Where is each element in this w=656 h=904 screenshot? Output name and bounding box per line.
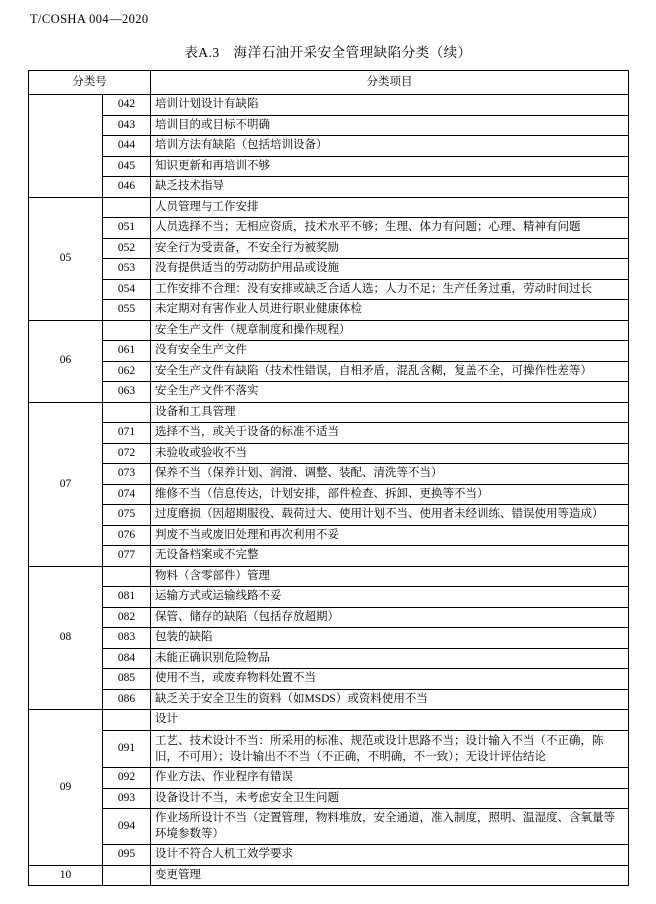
table-row — [29, 464, 629, 485]
item-number-cell — [103, 197, 151, 218]
table-row — [29, 177, 629, 198]
item-text-cell: 人员管理与工作安排 — [151, 197, 629, 218]
item-text-cell: 设计 — [151, 710, 629, 731]
table-body — [29, 95, 629, 886]
item-text-cell: 培训计划设计有缺陷 — [151, 95, 629, 116]
table-row — [29, 628, 629, 649]
table-row — [29, 587, 629, 608]
table-row — [29, 402, 629, 423]
table-row — [29, 95, 629, 116]
item-text-cell: 没有安全生产文件 — [151, 341, 629, 362]
item-number-cell: 091 — [103, 730, 151, 767]
item-text-cell: 过度磨损（因超期服役、载荷过大、使用计划不当、使用者未经训练、错误使用等造成） — [151, 505, 629, 526]
table-head — [29, 71, 629, 95]
item-text-cell: 缺乏关于安全卫生的资料（如MSDS）或资料使用不当 — [151, 689, 629, 710]
item-number-cell: 094 — [103, 809, 151, 845]
column-header-category: 分类号 — [29, 71, 151, 95]
item-number-cell: 053 — [103, 259, 151, 280]
item-number-cell: 042 — [103, 95, 151, 116]
item-number-cell: 054 — [103, 279, 151, 300]
table-row — [29, 156, 629, 177]
item-number-cell: 081 — [103, 587, 151, 608]
table-row — [29, 382, 629, 403]
table-row — [29, 423, 629, 444]
item-number-cell: 044 — [103, 136, 151, 157]
table-row — [29, 484, 629, 505]
table-row — [29, 505, 629, 526]
item-text-cell: 使用不当，或废弃物料处置不当 — [151, 669, 629, 690]
item-text-cell: 人员选择不当；无相应资质，技术水平不够；生理、体力有问题；心理、精神有问题 — [151, 218, 629, 239]
item-number-cell: 095 — [103, 845, 151, 866]
table-row — [29, 300, 629, 321]
item-number-cell: 082 — [103, 607, 151, 628]
item-number-cell: 084 — [103, 648, 151, 669]
table-row — [29, 689, 629, 710]
item-text-cell: 包装的缺陷 — [151, 628, 629, 649]
category-number-cell: 05 — [29, 197, 103, 320]
item-text-cell: 未能正确识别危险物品 — [151, 648, 629, 669]
item-number-cell: 092 — [103, 768, 151, 789]
table-row — [29, 730, 629, 767]
table-row — [29, 341, 629, 362]
item-number-cell: 085 — [103, 669, 151, 690]
item-number-cell: 045 — [103, 156, 151, 177]
item-text-cell: 物料（含零部件）管理 — [151, 566, 629, 587]
table-title: 表A.3 海洋石油开采安全管理缺陷分类（续） — [184, 45, 472, 60]
item-number-cell — [103, 710, 151, 731]
table-row — [29, 259, 629, 280]
table-row — [29, 648, 629, 669]
table-row — [29, 710, 629, 731]
item-number-cell: 055 — [103, 300, 151, 321]
item-number-cell: 072 — [103, 443, 151, 464]
item-number-cell: 052 — [103, 238, 151, 259]
item-number-cell: 076 — [103, 525, 151, 546]
table-row — [29, 865, 629, 886]
table-row — [29, 669, 629, 690]
table-row — [29, 845, 629, 866]
item-text-cell: 安全行为受责备，不安全行为被奖励 — [151, 238, 629, 259]
table-row — [29, 197, 629, 218]
item-number-cell: 075 — [103, 505, 151, 526]
item-text-cell: 安全生产文件有缺陷（技术性错误，自相矛盾，混乱含糊，复盖不全，可操作性差等） — [151, 361, 629, 382]
item-number-cell: 083 — [103, 628, 151, 649]
item-text-cell: 保养不当（保养计划、润滑、调整、装配、清洗等不当） — [151, 464, 629, 485]
item-text-cell: 判废不当或废旧处理和再次利用不妥 — [151, 525, 629, 546]
item-number-cell — [103, 865, 151, 886]
item-text-cell: 保管、储存的缺陷（包括存放超期） — [151, 607, 629, 628]
item-text-cell: 维修不当（信息传达，计划安排，部件检查、拆卸、更换等不当） — [151, 484, 629, 505]
item-text-cell: 设备和工具管理 — [151, 402, 629, 423]
table-row — [29, 443, 629, 464]
item-number-cell: 073 — [103, 464, 151, 485]
item-text-cell: 设计不符合人机工效学要求 — [151, 845, 629, 866]
category-number-cell: 07 — [29, 402, 103, 566]
item-number-cell: 043 — [103, 115, 151, 136]
item-text-cell: 未定期对有害作业人员进行职业健康体检 — [151, 300, 629, 321]
item-text-cell: 工艺、技术设计不当：所采用的标准、规范或设计思路不当；设计输入不当（不正确，陈旧，不可用）；设计输出不不当（不正确，不明确，不一致）；无设计评估结论 — [151, 730, 629, 767]
item-number-cell: 046 — [103, 177, 151, 198]
item-number-cell: 077 — [103, 546, 151, 567]
item-number-cell — [103, 402, 151, 423]
item-number-cell — [103, 566, 151, 587]
category-number-cell: 10 — [29, 865, 103, 886]
item-text-cell: 变更管理 — [151, 865, 629, 886]
table-row — [29, 238, 629, 259]
table-row — [29, 279, 629, 300]
item-number-cell: 062 — [103, 361, 151, 382]
item-text-cell: 缺乏技术指导 — [151, 177, 629, 198]
item-text-cell: 作业方法、作业程序有错误 — [151, 768, 629, 789]
item-text-cell: 培训方法有缺陷（包括培训设备） — [151, 136, 629, 157]
table-row — [29, 320, 629, 341]
item-text-cell: 无设备档案或不完整 — [151, 546, 629, 567]
table-row — [29, 136, 629, 157]
item-text-cell: 选择不当，或关于设备的标准不适当 — [151, 423, 629, 444]
table-row — [29, 546, 629, 567]
item-text-cell: 未验收或验收不当 — [151, 443, 629, 464]
item-text-cell: 作业场所设计不当（定置管理，物料堆放，安全通道，准入制度，照明、温湿度、含氧量等环境参数等） — [151, 809, 629, 845]
item-text-cell: 运输方式或运输线路不妥 — [151, 587, 629, 608]
category-number-cell: 08 — [29, 566, 103, 710]
item-number-cell: 071 — [103, 423, 151, 444]
item-text-cell: 安全生产文件不落实 — [151, 382, 629, 403]
item-number-cell: 086 — [103, 689, 151, 710]
item-number-cell: 051 — [103, 218, 151, 239]
table-row — [29, 768, 629, 789]
table-row — [29, 218, 629, 239]
page-header: T/COSHA 004—2020 — [30, 12, 149, 26]
column-header-item: 分类项目 — [151, 71, 629, 95]
item-text-cell: 安全生产文件（规章制度和操作规程） — [151, 320, 629, 341]
category-number-cell: 06 — [29, 320, 103, 402]
table-row — [29, 607, 629, 628]
item-text-cell: 知识更新和再培训不够 — [151, 156, 629, 177]
table-row — [29, 361, 629, 382]
item-number-cell: 074 — [103, 484, 151, 505]
table-row — [29, 809, 629, 845]
table-row — [29, 115, 629, 136]
table-row — [29, 525, 629, 546]
item-number-cell — [103, 320, 151, 341]
table-row — [29, 566, 629, 587]
item-text-cell: 培训目的或目标不明确 — [151, 115, 629, 136]
defect-classification-table — [28, 70, 629, 886]
item-text-cell: 工作安排不合理：没有安排或缺乏合适人选；人力不足；生产任务过重，劳动时间过长 — [151, 279, 629, 300]
category-number-cell — [29, 95, 103, 198]
item-number-cell: 061 — [103, 341, 151, 362]
item-number-cell: 093 — [103, 788, 151, 809]
table-header-row — [29, 71, 629, 95]
item-text-cell: 没有提供适当的劳动防护用品或设施 — [151, 259, 629, 280]
item-number-cell: 063 — [103, 382, 151, 403]
table-row — [29, 788, 629, 809]
item-text-cell: 设备设计不当，未考虑安全卫生问题 — [151, 788, 629, 809]
category-number-cell: 09 — [29, 710, 103, 865]
